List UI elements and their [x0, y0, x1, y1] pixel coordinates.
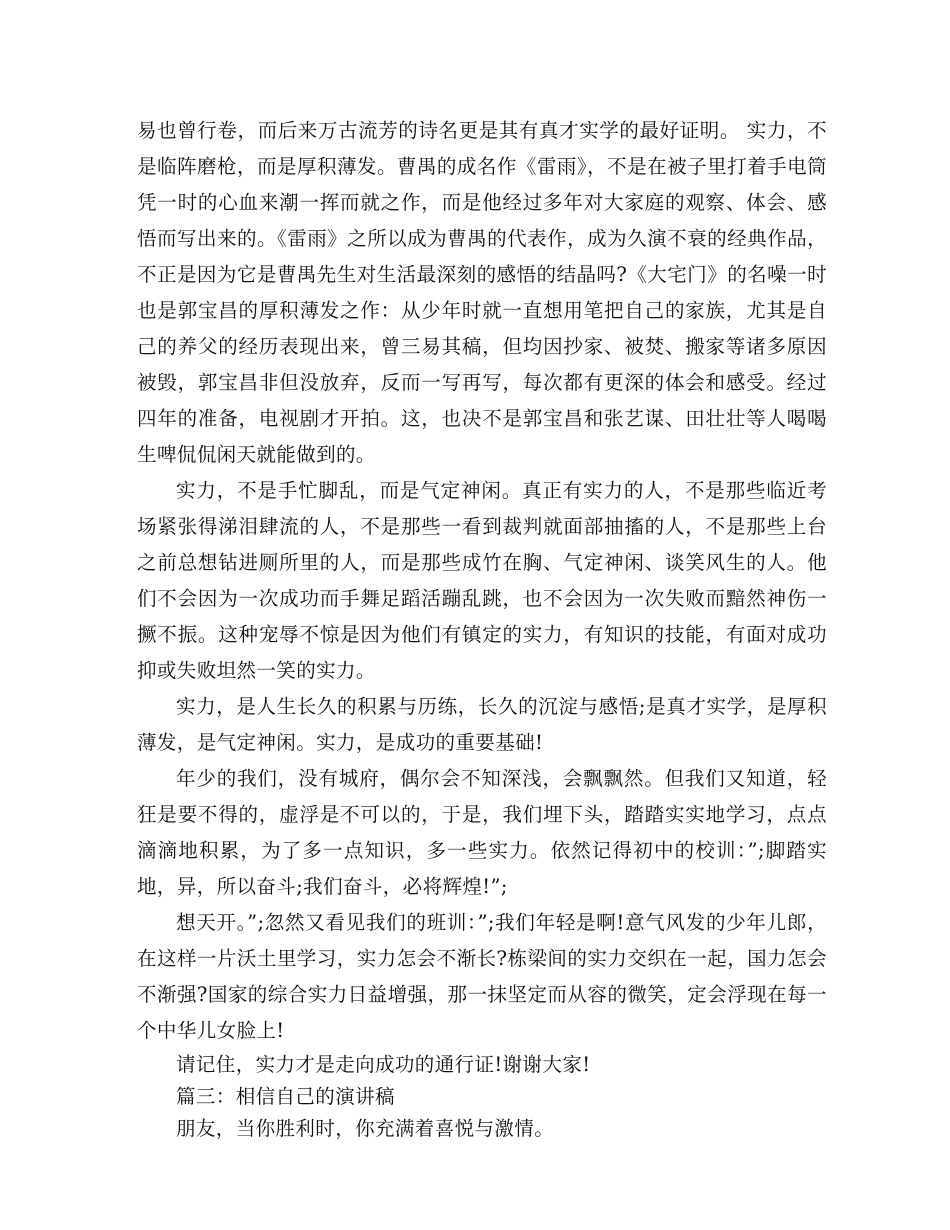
paragraph-friend: 朋友，当你胜利时，你充满着喜悦与激情。 [176, 1117, 555, 1140]
paragraph-summary: 实力，是人生长久的积累与历练，长久的沉淀与感悟;是真才实学，是厚积薄发，是气定神闲。实力，是成功的重要基础! [137, 695, 827, 754]
paragraph-closing: 请记住，实力才是走向成功的通行证!谢谢大家! [176, 1053, 591, 1076]
document-body [137, 113, 827, 1145]
paragraph-youth: 年少的我们，没有城府，偶尔会不知深浅，会飘飘然。但我们又知道，轻狂是要不得的，虚浮是不可以的，于是，我们埋下头，踏踏实实地学习，点点滴滴地积累，为了多一点知识，多一些实力。依然记得初中的校训：”;脚踏实地，异，所以奋斗;我们奋斗，必将辉煌!”; [137, 767, 827, 898]
paragraph-continuation: 易也曾行卷，而后来万古流芳的诗名更是其有真才实学的最好证明。 实力，不是临阵磨枪，而是厚积薄发。曹禺的成名作《雷雨》，不是在被子里打着手电筒凭一时的心血来潮一挥而就之作，而是他经过多年对大家庭的观察、体会、感悟而写出来的。《雷雨》之所以成为曹禺的代表作，成为久演不衰的经典作品，不正是因为它是曹禺先生对生活最深刻的感悟的结晶吗?《大宅门》的名噪一时也是郭宝昌的厚积薄发之作：从少年时就一直想用笔把自己的家族，尤其是自己的养父的经历表现出来，曾三易其稿，但均因抄家、被焚、搬家等诸多原因被毁，郭宝昌非但没放弃，反而一写再写，每次都有更深的体会和感受。经过四年的准备，电视剧才开拍。这，也决不是郭宝昌和张艺谋、田壮壮等人喝喝生啤侃侃闲天就能做到的。 [137, 119, 827, 466]
paragraph-composure: 实力，不是手忙脚乱，而是气定神闲。真正有实力的人，不是那些临近考场紧张得涕泪肆流的人，不是那些一看到裁判就面部抽搐的人，不是那些上台之前总想钻进厕所里的人，而是那些成竹在胸、气定神闲、谈笑风生的人。他们不会因为一次成功而手舞足蹈活蹦乱跳，也不会因为一次失败而黯然神伤一撅不振。这种宠辱不惊是因为他们有镇定的实力，有知识的技能，有面对成功抑或失败坦然一笑的实力。 [137, 479, 827, 682]
paragraph-class-motto: 想天开。”;忽然又看见我们的班训：”;我们年轻是啊!意气风发的少年儿郎，在这样一片沃土里学习，实力怎会不渐长?栋梁间的实力交织在一起，国力怎会不渐强?国家的综合实力日益增强，那一抹坚定而从容的微笑，定会浮现在每一个中华儿女脸上! [137, 911, 827, 1042]
section-heading: 篇三：相信自己的演讲稿 [176, 1085, 395, 1108]
